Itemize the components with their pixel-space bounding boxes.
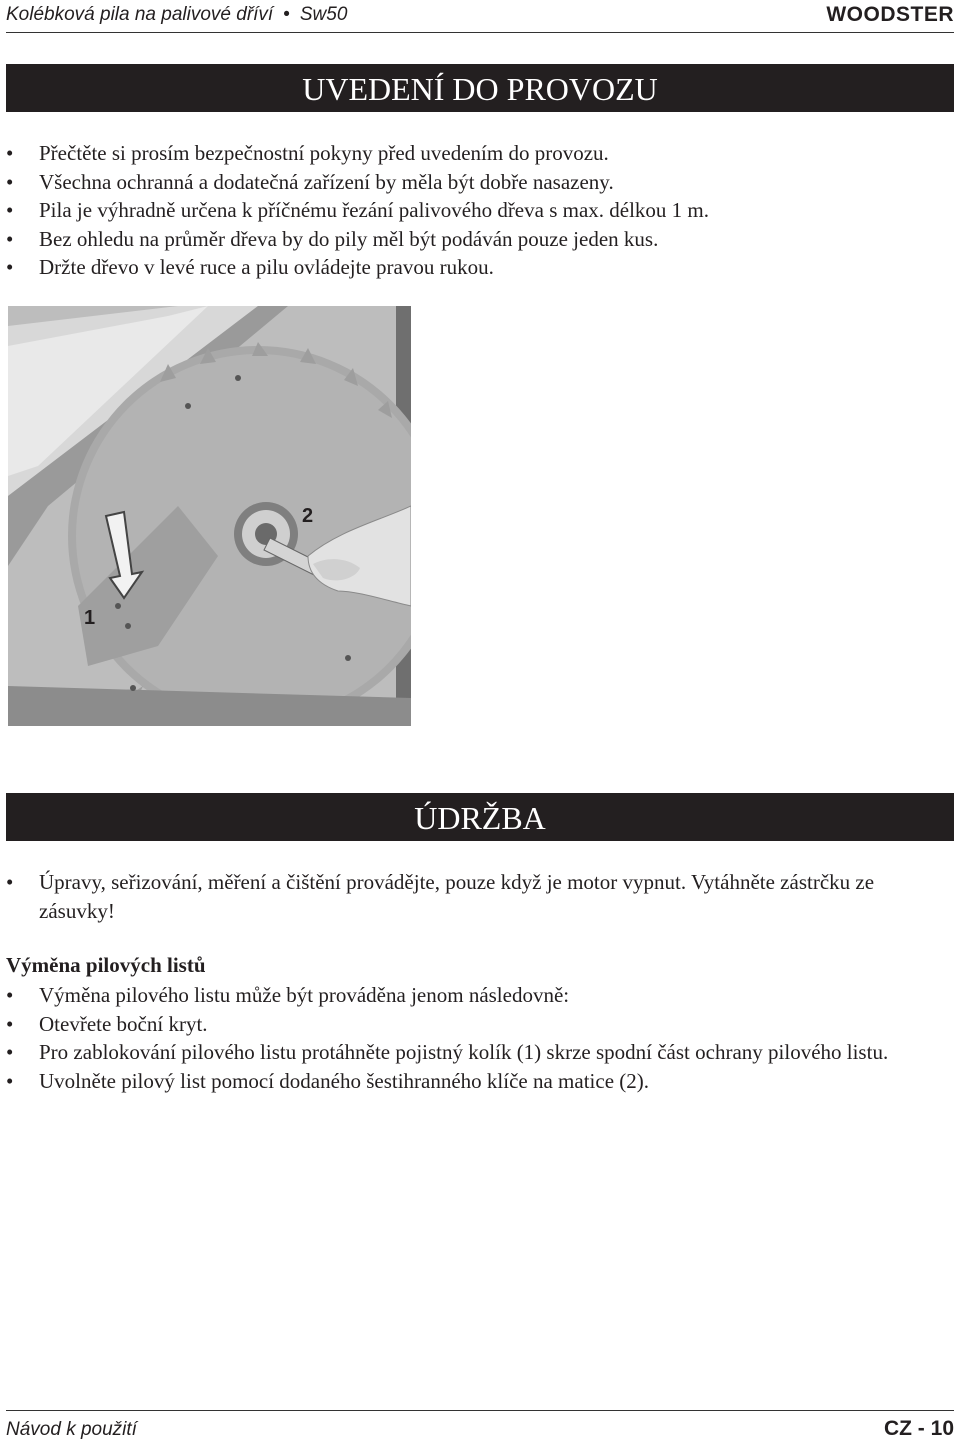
- figure-label-2: 2: [302, 505, 314, 527]
- page-number: CZ - 10: [883, 1417, 954, 1440]
- list-item: • Bez ohledu na průměr dřeva by do pily měl být podáván pouze jeden kus.: [6, 225, 954, 254]
- saw-blade-illustration: [8, 306, 411, 726]
- header-product-line: [6, 4, 347, 26]
- section-title-operation: UVEDENÍ DO PROVOZU: [6, 64, 954, 112]
- footer-manual-label: Návod k použití: [6, 1419, 137, 1440]
- list-item: • Výměna pilového listu může být prováděna jenom následovně:: [6, 981, 954, 1010]
- list-item: • Držte dřevo v levé ruce a pilu ovládejte pravou rukou.: [6, 253, 954, 282]
- list-item: • Všechna ochranná a dodatečná zařízení by měla být dobře nasazeny.: [6, 168, 954, 197]
- page-footer: [6, 1410, 954, 1445]
- list-item: • Pro zablokování pilového listu protáhněte pojistný kolík (1) skrze spodní část ochrany pilového listu.: [6, 1038, 954, 1067]
- figure-label-1: 1: [84, 607, 96, 629]
- list-item: • Úpravy, seřizování, měření a čištění provádějte, pouze když je motor vypnut. Vytáhněte zástrčku ze zásuvky!: [6, 868, 954, 925]
- header-brand: WOODSTER: [826, 3, 954, 26]
- section-title-maintenance: ÚDRŽBA: [6, 793, 954, 841]
- list-item: • Otevřete boční kryt.: [6, 1010, 954, 1039]
- header-product: Kolébková pila na palivové dříví: [6, 4, 274, 25]
- header-model: Sw50: [299, 4, 348, 25]
- operation-bullet-list: [6, 139, 954, 282]
- list-item: • Pila je výhradně určena k příčnému řezání palivového dřeva s max. délkou 1 m.: [6, 196, 954, 225]
- blade-replacement-bullet-list: [6, 981, 954, 1095]
- maintenance-bullet-list: [6, 868, 954, 925]
- list-item: • Uvolněte pilový list pomocí dodaného šestihranného klíče na matice (2).: [6, 1067, 954, 1096]
- blade-replacement-heading: Výměna pilových listů: [6, 953, 206, 977]
- list-item: • Přečtěte si prosím bezpečnostní pokyny před uvedením do provozu.: [6, 139, 954, 168]
- header-separator: •: [283, 4, 290, 25]
- saw-blade-photo: [8, 306, 411, 726]
- page-header: [6, 0, 954, 33]
